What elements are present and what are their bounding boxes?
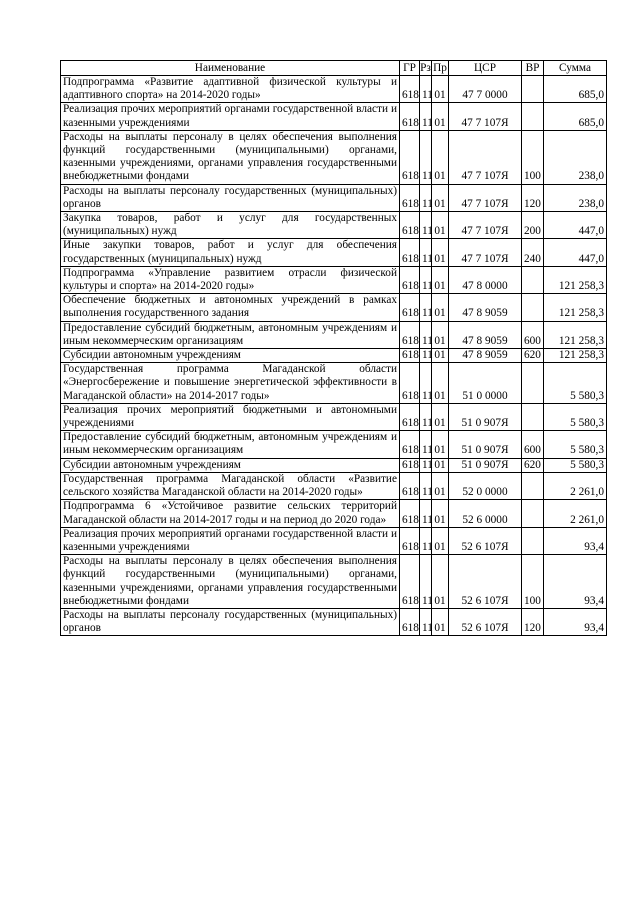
- cell-pr: 01: [432, 103, 449, 130]
- cell-pr: 01: [432, 130, 449, 184]
- table-body: [61, 76, 607, 636]
- cell-name: Иные закупки товаров, работ и услуг для обеспечения государственных (муниципальных) нужд: [61, 239, 400, 266]
- cell-vr: 620: [522, 458, 544, 472]
- cell-pr: 01: [432, 266, 449, 293]
- cell-csr: 51 0 907Я: [449, 458, 522, 472]
- cell-rz: 11: [420, 130, 432, 184]
- cell-rz: 11: [420, 608, 432, 635]
- cell-vr: [522, 76, 544, 103]
- cell-rz: 11: [420, 266, 432, 293]
- cell-sum: 685,0: [544, 76, 607, 103]
- cell-vr: [522, 500, 544, 527]
- cell-gr: 618: [400, 349, 420, 363]
- cell-sum: 121 258,3: [544, 294, 607, 321]
- cell-pr: 01: [432, 239, 449, 266]
- cell-vr: 620: [522, 349, 544, 363]
- cell-gr: 618: [400, 500, 420, 527]
- header-sum: Сумма: [544, 61, 607, 76]
- cell-name: Расходы на выплаты персоналу в целях обеспечения выполнения функций государственными (муниципальными) органами, казенными учреждениями, органами управления государственными внебюджетными фондами: [61, 130, 400, 184]
- cell-gr: 618: [400, 294, 420, 321]
- cell-sum: 685,0: [544, 103, 607, 130]
- cell-pr: 01: [432, 500, 449, 527]
- header-csr: ЦСР: [449, 61, 522, 76]
- cell-sum: 121 258,3: [544, 349, 607, 363]
- cell-name: Предоставление субсидий бюджетным, автономным учреждениям и иным некоммерческим организациям: [61, 321, 400, 348]
- cell-sum: 5 580,3: [544, 431, 607, 458]
- cell-csr: 47 8 9059: [449, 321, 522, 348]
- cell-gr: 618: [400, 130, 420, 184]
- cell-rz: 11: [420, 103, 432, 130]
- table-row: [61, 472, 607, 499]
- cell-csr: 52 6 0000: [449, 500, 522, 527]
- table-row: [61, 103, 607, 130]
- cell-csr: 47 8 9059: [449, 349, 522, 363]
- table-row: [61, 130, 607, 184]
- cell-sum: 5 580,3: [544, 458, 607, 472]
- cell-vr: 100: [522, 555, 544, 609]
- header-row: [61, 61, 607, 76]
- cell-gr: 618: [400, 239, 420, 266]
- cell-pr: 01: [432, 349, 449, 363]
- cell-sum: 5 580,3: [544, 403, 607, 430]
- cell-vr: [522, 472, 544, 499]
- header-gr: ГР: [400, 61, 420, 76]
- cell-name: Подпрограмма 6 «Устойчивое развитие сельских территорий Магаданской области на 2014-2017 годы и на период до 2020 года»: [61, 500, 400, 527]
- cell-pr: 01: [432, 555, 449, 609]
- cell-csr: 52 6 107Я: [449, 608, 522, 635]
- table-row: [61, 184, 607, 211]
- table-row: [61, 608, 607, 635]
- cell-vr: [522, 363, 544, 404]
- cell-vr: 240: [522, 239, 544, 266]
- cell-gr: 618: [400, 76, 420, 103]
- cell-name: Обеспечение бюджетных и автономных учреждений в рамках выполнения государственного задания: [61, 294, 400, 321]
- cell-rz: 11: [420, 472, 432, 499]
- cell-csr: 51 0 0000: [449, 363, 522, 404]
- cell-rz: 11: [420, 431, 432, 458]
- cell-csr: 47 8 0000: [449, 266, 522, 293]
- cell-pr: 01: [432, 472, 449, 499]
- cell-sum: 5 580,3: [544, 363, 607, 404]
- cell-gr: 618: [400, 266, 420, 293]
- cell-pr: 01: [432, 363, 449, 404]
- cell-sum: 93,4: [544, 555, 607, 609]
- cell-vr: [522, 403, 544, 430]
- cell-csr: 51 0 907Я: [449, 431, 522, 458]
- table-row: [61, 363, 607, 404]
- cell-sum: 2 261,0: [544, 500, 607, 527]
- cell-name: Подпрограмма «Развитие адаптивной физической культуры и адаптивного спорта» на 2014-2020 годы»: [61, 76, 400, 103]
- cell-name: Расходы на выплаты персоналу государственных (муниципальных) органов: [61, 608, 400, 635]
- cell-vr: [522, 294, 544, 321]
- cell-gr: 618: [400, 103, 420, 130]
- cell-pr: 01: [432, 403, 449, 430]
- cell-pr: 01: [432, 458, 449, 472]
- cell-rz: 11: [420, 349, 432, 363]
- cell-sum: 447,0: [544, 239, 607, 266]
- header-name: Наименование: [61, 61, 400, 76]
- cell-pr: 01: [432, 527, 449, 554]
- cell-name: Субсидии автономным учреждениям: [61, 458, 400, 472]
- cell-csr: 47 7 0000: [449, 76, 522, 103]
- cell-csr: 47 7 107Я: [449, 103, 522, 130]
- table-row: [61, 527, 607, 554]
- cell-rz: 11: [420, 76, 432, 103]
- table-row: [61, 76, 607, 103]
- cell-vr: 600: [522, 321, 544, 348]
- cell-rz: 11: [420, 403, 432, 430]
- table-row: [61, 403, 607, 430]
- cell-gr: 618: [400, 321, 420, 348]
- cell-gr: 618: [400, 527, 420, 554]
- cell-name: Реализация прочих мероприятий органами государственной власти и казенными учреждениями: [61, 527, 400, 554]
- cell-name: Предоставление субсидий бюджетным, автономным учреждениям и иным некоммерческим организациям: [61, 431, 400, 458]
- cell-sum: 2 261,0: [544, 472, 607, 499]
- table-row: [61, 239, 607, 266]
- cell-name: Подпрограмма «Управление развитием отрасли физической культуры и спорта» на 2014-2020 годы»: [61, 266, 400, 293]
- cell-csr: 47 8 9059: [449, 294, 522, 321]
- cell-rz: 11: [420, 500, 432, 527]
- cell-vr: 120: [522, 184, 544, 211]
- table-row: [61, 321, 607, 348]
- cell-pr: 01: [432, 321, 449, 348]
- cell-gr: 618: [400, 212, 420, 239]
- table-row: [61, 458, 607, 472]
- cell-rz: 11: [420, 212, 432, 239]
- cell-csr: 51 0 907Я: [449, 403, 522, 430]
- cell-csr: 52 6 107Я: [449, 555, 522, 609]
- cell-rz: 11: [420, 321, 432, 348]
- cell-rz: 11: [420, 294, 432, 321]
- cell-pr: 01: [432, 431, 449, 458]
- cell-vr: 120: [522, 608, 544, 635]
- cell-vr: 200: [522, 212, 544, 239]
- cell-vr: 600: [522, 431, 544, 458]
- table-row: [61, 212, 607, 239]
- cell-rz: 11: [420, 555, 432, 609]
- cell-vr: [522, 103, 544, 130]
- table-row: [61, 294, 607, 321]
- cell-pr: 01: [432, 608, 449, 635]
- cell-sum: 238,0: [544, 184, 607, 211]
- cell-csr: 47 7 107Я: [449, 130, 522, 184]
- cell-sum: 121 258,3: [544, 266, 607, 293]
- cell-rz: 11: [420, 363, 432, 404]
- cell-name: Субсидии автономным учреждениям: [61, 349, 400, 363]
- cell-pr: 01: [432, 184, 449, 211]
- cell-vr: 100: [522, 130, 544, 184]
- cell-rz: 11: [420, 527, 432, 554]
- cell-gr: 618: [400, 363, 420, 404]
- cell-name: Реализация прочих мероприятий органами государственной власти и казенными учреждениями: [61, 103, 400, 130]
- cell-gr: 618: [400, 403, 420, 430]
- cell-csr: 52 6 107Я: [449, 527, 522, 554]
- header-pr: Пр: [433, 61, 447, 74]
- cell-vr: [522, 527, 544, 554]
- cell-sum: 93,4: [544, 608, 607, 635]
- cell-gr: 618: [400, 608, 420, 635]
- cell-vr: [522, 266, 544, 293]
- header-vr: ВР: [522, 61, 544, 76]
- cell-gr: 618: [400, 472, 420, 499]
- budget-table: [60, 60, 607, 636]
- cell-sum: 238,0: [544, 130, 607, 184]
- cell-sum: 121 258,3: [544, 321, 607, 348]
- cell-pr: 01: [432, 212, 449, 239]
- cell-gr: 618: [400, 458, 420, 472]
- cell-name: Расходы на выплаты персоналу государственных (муниципальных) органов: [61, 184, 400, 211]
- cell-csr: 47 7 107Я: [449, 212, 522, 239]
- cell-rz: 11: [420, 239, 432, 266]
- table-row: [61, 500, 607, 527]
- cell-name: Государственная программа Магаданской области «Энергосбережение и повышение энергетической эффективности в Магаданской области» на 2014-2017 годы»: [61, 363, 400, 404]
- table-row: [61, 349, 607, 363]
- cell-name: Реализация прочих мероприятий бюджетными и автономными учреждениями: [61, 403, 400, 430]
- cell-sum: 447,0: [544, 212, 607, 239]
- cell-name: Расходы на выплаты персоналу в целях обеспечения выполнения функций государственными (муниципальными) органами, казенными учреждениями, органами управления государственными внебюджетными фондами: [61, 555, 400, 609]
- cell-name: Закупка товаров, работ и услуг для государственных (муниципальных) нужд: [61, 212, 400, 239]
- cell-rz: 11: [420, 184, 432, 211]
- cell-name: Государственная программа Магаданской области «Развитие сельского хозяйства Магаданской области на 2014-2020 годы»: [61, 472, 400, 499]
- cell-csr: 47 7 107Я: [449, 184, 522, 211]
- cell-csr: 47 7 107Я: [449, 239, 522, 266]
- header-rz: Рз: [420, 61, 431, 74]
- cell-csr: 52 0 0000: [449, 472, 522, 499]
- cell-pr: 01: [432, 294, 449, 321]
- cell-gr: 618: [400, 431, 420, 458]
- cell-rz: 11: [420, 458, 432, 472]
- cell-gr: 618: [400, 184, 420, 211]
- table-row: [61, 431, 607, 458]
- cell-gr: 618: [400, 555, 420, 609]
- table-row: [61, 266, 607, 293]
- table-row: [61, 555, 607, 609]
- cell-sum: 93,4: [544, 527, 607, 554]
- cell-pr: 01: [432, 76, 449, 103]
